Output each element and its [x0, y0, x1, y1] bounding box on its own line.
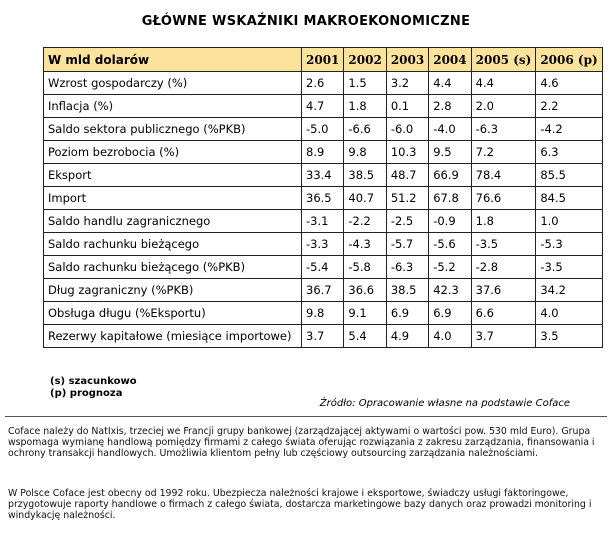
column-header: 2001 [302, 48, 344, 72]
column-header: 2006 (p) [536, 48, 602, 72]
row-label: Eksport [44, 164, 302, 187]
table-cell: 1.8 [471, 210, 536, 233]
table-cell: 1.5 [344, 72, 386, 95]
table-cell: -6.6 [344, 118, 386, 141]
table-cell: -5.2 [429, 256, 471, 279]
page-title: GŁÓWNE WSKAŹNIKI MAKROEKONOMICZNE [141, 14, 471, 29]
table-cell: -2.2 [344, 210, 386, 233]
table-cell: 0.1 [386, 95, 428, 118]
table-cell: 51.2 [386, 187, 428, 210]
table-cell: 2.0 [471, 95, 536, 118]
table-cell: 2.8 [429, 95, 471, 118]
column-header: W mld dolarów [44, 48, 302, 72]
table-cell: 4.0 [536, 302, 602, 325]
table-cell: 66.9 [429, 164, 471, 187]
table-cell: 6.9 [386, 302, 428, 325]
row-label: Wzrost gospodarczy (%) [44, 72, 302, 95]
table-header-row [44, 48, 603, 72]
table-cell: 42.3 [429, 279, 471, 302]
table-cell: -3.5 [536, 256, 602, 279]
row-label: Saldo sektora publicznego (%PKB) [44, 118, 302, 141]
table-cell: 6.9 [429, 302, 471, 325]
table-cell: 9.5 [429, 141, 471, 164]
table-cell: -2.8 [471, 256, 536, 279]
table-cell: 6.3 [536, 141, 602, 164]
table-cell: 4.6 [536, 72, 602, 95]
table-cell: 67.8 [429, 187, 471, 210]
table-cell: 4.4 [471, 72, 536, 95]
table-cell: 3.5 [536, 325, 602, 348]
coface-poland-paragraph: W Polsce Coface jest obecny od 1992 roku. Ubezpiecza należności krajowe i eksportowe, świadczy usługi faktoringowe, przygotowuje raporty handlowe o firmach z całego świata, dostarcza marketingowe bazy danych oraz prowadzi monitoring i windykację należności. [8, 488, 592, 522]
column-header: 2003 [386, 48, 428, 72]
table-cell: 3.7 [302, 325, 344, 348]
table-cell: 38.5 [386, 279, 428, 302]
row-label: Inflacja (%) [44, 95, 302, 118]
footnote-forecast: (p) prognoza [50, 388, 123, 399]
table-row [44, 187, 603, 210]
table-cell: 8.9 [302, 141, 344, 164]
table-cell: 9.8 [302, 302, 344, 325]
table-cell: 1.0 [536, 210, 602, 233]
row-label: Saldo rachunku bieżącego (%PKB) [44, 256, 302, 279]
table-cell: 4.0 [429, 325, 471, 348]
table-cell: -6.3 [386, 256, 428, 279]
about-coface-paragraph: Coface należy do NatIxis, trzeciej we Francji grupy bankowej (zarządzającej aktywami o wartości pow. 530 mld Euro). Grupa wspomaga wymianę handlową pomiędzy firmami z całego świata oferując rozwiązania z zakresu zarządzania, finansowania i ochrony transakcji handlowych. Umożliwia klientom pełny lub częściowy outsourcing zarządzania należnościami. [8, 426, 595, 460]
table-cell: 76.6 [471, 187, 536, 210]
table-row [44, 72, 603, 95]
table-cell: 38.5 [344, 164, 386, 187]
table-cell: 36.5 [302, 187, 344, 210]
table-cell: -5.4 [302, 256, 344, 279]
row-label: Saldo handlu zagranicznego [44, 210, 302, 233]
table-cell: 4.7 [302, 95, 344, 118]
table-cell: 9.8 [344, 141, 386, 164]
table-cell: 48.7 [386, 164, 428, 187]
table-row [44, 256, 603, 279]
table-cell: 3.7 [471, 325, 536, 348]
table-row [44, 302, 603, 325]
table-cell: 34.2 [536, 279, 602, 302]
table-cell: -3.3 [302, 233, 344, 256]
table-row [44, 233, 603, 256]
table-cell: 84.5 [536, 187, 602, 210]
row-label: Obsługa długu (%Eksportu) [44, 302, 302, 325]
table-cell: -4.0 [429, 118, 471, 141]
source-note: Źródło: Opracowanie własne na podstawie Coface [319, 398, 570, 409]
footnotes [50, 376, 137, 400]
table-cell: -5.3 [536, 233, 602, 256]
table-row [44, 164, 603, 187]
table-cell: -5.8 [344, 256, 386, 279]
table-cell: 36.7 [302, 279, 344, 302]
row-label: Dług zagraniczny (%PKB) [44, 279, 302, 302]
table-cell: -6.3 [471, 118, 536, 141]
table-cell: 37.6 [471, 279, 536, 302]
table-cell: 7.2 [471, 141, 536, 164]
table-cell: 2.2 [536, 95, 602, 118]
column-header: 2004 [429, 48, 471, 72]
table-cell: -4.2 [536, 118, 602, 141]
row-label: Import [44, 187, 302, 210]
table-cell: 40.7 [344, 187, 386, 210]
indicators-table [43, 47, 603, 348]
row-label: Rezerwy kapitałowe (miesiące importowe) [44, 325, 302, 348]
table-cell: 4.4 [429, 72, 471, 95]
divider [5, 416, 607, 417]
table-cell: -5.0 [302, 118, 344, 141]
table-cell: 4.9 [386, 325, 428, 348]
table-cell: -3.1 [302, 210, 344, 233]
table-cell: 5.4 [344, 325, 386, 348]
table-cell: 3.2 [386, 72, 428, 95]
table-cell: 36.6 [344, 279, 386, 302]
table-cell: -6.0 [386, 118, 428, 141]
table-cell: 78.4 [471, 164, 536, 187]
row-label: Saldo rachunku bieżącego [44, 233, 302, 256]
table-cell: 2.6 [302, 72, 344, 95]
table-cell: 10.3 [386, 141, 428, 164]
table-cell: 9.1 [344, 302, 386, 325]
table-cell: -4.3 [344, 233, 386, 256]
table-cell: 1.8 [344, 95, 386, 118]
table-row [44, 210, 603, 233]
table-cell: -3.5 [471, 233, 536, 256]
footnote-estimate: (s) szacunkowo [50, 376, 137, 387]
table-cell: 85.5 [536, 164, 602, 187]
table-cell: -2.5 [386, 210, 428, 233]
column-header: 2005 (s) [471, 48, 536, 72]
column-header: 2002 [344, 48, 386, 72]
table-cell: 6.6 [471, 302, 536, 325]
table-row [44, 325, 603, 348]
table-row [44, 95, 603, 118]
table-cell: -5.6 [429, 233, 471, 256]
row-label: Poziom bezrobocia (%) [44, 141, 302, 164]
table-row [44, 118, 603, 141]
table-row [44, 141, 603, 164]
table-cell: 33.4 [302, 164, 344, 187]
table-cell: -5.7 [386, 233, 428, 256]
table-cell: -0.9 [429, 210, 471, 233]
table-row [44, 279, 603, 302]
